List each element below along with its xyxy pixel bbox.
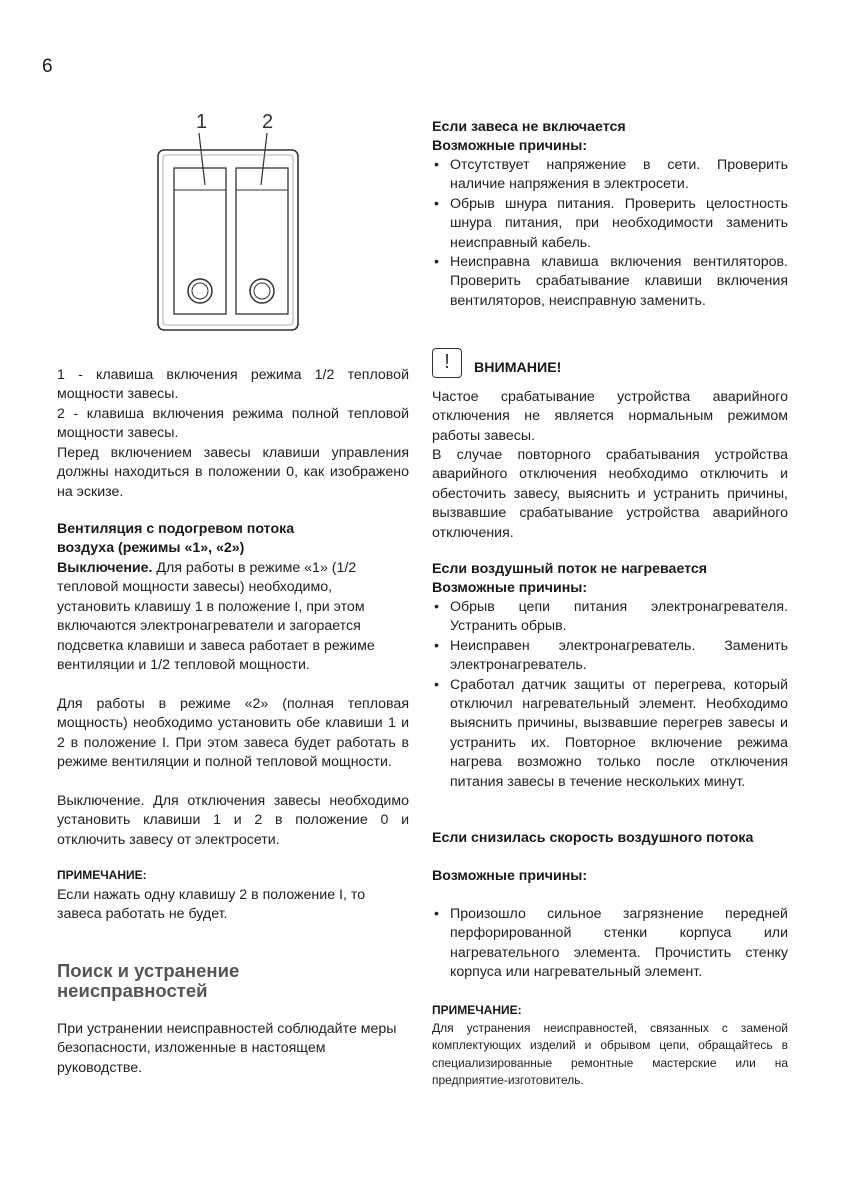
block1-list xyxy=(432,156,788,311)
warning-icon: ! xyxy=(432,348,462,378)
warning-title: ВНИМАНИЕ! xyxy=(474,359,562,376)
block3-subheading: Возможные причины: xyxy=(432,868,588,884)
figure-label-2: 2 xyxy=(262,111,274,133)
warning-paragraph-2: В случае повторного срабатывания устройства аварийного отключения необходимо отключить и обесточить завесу, выяснить и устранить причины, вызвавшие срабатывание устройства аварийного отключения. xyxy=(432,447,788,541)
block3-list xyxy=(432,905,788,983)
vent-heading: Вентиляция с подогревом потока воздуха (режимы «1», «2») xyxy=(57,521,295,557)
figure-label-1: 1 xyxy=(196,111,208,133)
list-item: • Обрыв цепи питания электронагревателя. Устранить обрыв. xyxy=(432,598,788,637)
block2-heading: Если воздушный поток не нагревается xyxy=(432,561,708,577)
list-item: • Неисправен электронагреватель. Заменить электронагреватель. xyxy=(432,637,788,676)
section-title xyxy=(57,961,239,1001)
list-item: • Произошло сильное загрязнение передней перфорированной стенки корпуса или нагревательного элемента. Прочистить стенку корпуса или нагревательный элемент. xyxy=(432,905,788,983)
block1-heading: Если завеса не включается xyxy=(432,119,626,135)
list-item: • Отсутствует напряжение в сети. Проверить наличие напряжения в электросети. xyxy=(432,156,788,195)
list-item: • Обрыв шнура питания. Проверить целостность шнура питания, при необходимости заменить неисправный кабель. xyxy=(432,195,788,253)
vent-paragraph-2: Для работы в режиме «2» (полная тепловая мощность) необходимо установить обе клавиши 1 и 2 в положение I. При этом завеса будет работать в режиме вентиляции и полной тепловой мощности. xyxy=(57,696,409,771)
switch-panel-frame xyxy=(158,150,298,330)
warning-header xyxy=(432,348,788,378)
vent-paragraph-1 xyxy=(57,559,409,675)
page-number: 6 xyxy=(42,56,53,77)
right-note-text: Для устранения неисправностей, связанных с заменой комплектующих изделий и обрывом цепи, обращайтесь в специализированные ремонтные мастерские или на предприятие-изготовитель. xyxy=(432,1021,788,1088)
section-text: При устранении неисправностей соблюдайте меры безопасности, изложенные в настоящем руководстве. xyxy=(57,1021,397,1076)
block2-list xyxy=(432,598,788,792)
legend-item-2: 2 - клавиша включения режима полной тепловой мощности завесы. xyxy=(57,406,409,442)
legend-item-1: 1 - клавиша включения режима 1/2 тепловой мощности завесы. xyxy=(57,367,409,403)
left-note-heading: ПРИМЕЧАНИЕ: xyxy=(57,868,147,882)
list-item: • Сработал датчик защиты от перегрева, который отключил нагревательный элемент. Необходимо выяснить причины, вызвавшие перегрев завесы и устранить их. Повторное включение режима нагрева возможно только после отключения питания завесы в течение нескольких минут. xyxy=(432,676,788,792)
right-note-heading: ПРИМЕЧАНИЕ: xyxy=(432,1003,522,1017)
block2-subheading: Возможные причины: xyxy=(432,580,588,596)
left-note-text: Если нажать одну клавишу 2 в положение I, то завеса работать не будет. xyxy=(57,887,366,923)
warning-paragraph-1: Частое срабатывание устройства аварийного отключения не является нормальным режимом работы завесы. xyxy=(432,389,788,444)
section-title-line-2: неисправностей xyxy=(57,980,208,1001)
block1-subheading: Возможные причины: xyxy=(432,138,588,154)
vent-p1-bold: Выключение. xyxy=(57,560,153,576)
block3-heading: Если снизилась скорость воздушного потока xyxy=(432,830,754,846)
section-title-line-1: Поиск и устранение xyxy=(57,960,240,981)
switch-panel-diagram xyxy=(150,100,320,350)
list-item: • Неисправна клавиша включения вентиляторов. Проверить срабатывание клавиши включения вентиляторов, неисправную заменить. xyxy=(432,253,788,311)
vent-p1-rest: Для работы в режиме «1» (1/2 тепловой мощности завесы) необходимо, установить клавишу 1 в положение I, при этом включаются электронагреватели и загорается подсветка клавиши и завеса работает в режиме вентиляции и 1/2 тепловой мощности. xyxy=(57,560,375,674)
vent-paragraph-3: Выключение. Для отключения завесы необходимо установить клавиши 1 и 2 в положение 0 и отключить завесу от электросети. xyxy=(57,793,409,848)
legend-item-3: Перед включением завесы клавиши управления должны находиться в положении 0, как изображено на эскизе. xyxy=(57,445,409,500)
